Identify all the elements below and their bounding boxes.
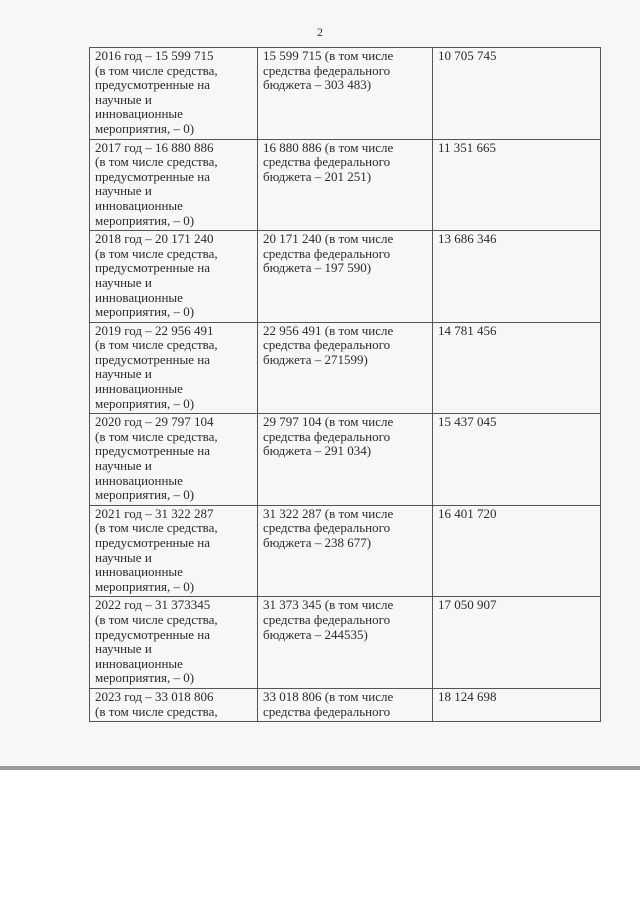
table-row (90, 414, 601, 506)
table-row (90, 139, 601, 231)
federal-cell: 20 171 240 (в том числе средства федерального бюджета – 197 590) (258, 231, 433, 323)
other-cell: 16 401 720 (433, 505, 601, 597)
federal-cell: 29 797 104 (в том числе средства федерального бюджета – 291 034) (258, 414, 433, 506)
other-cell: 17 050 907 (433, 597, 601, 689)
federal-cell: 31 322 287 (в том числе средства федерального бюджета – 238 677) (258, 505, 433, 597)
other-cell: 10 705 745 (433, 48, 601, 140)
table-row (90, 231, 601, 323)
year-total-cell: 2021 год – 31 322 287 (в том числе средства, предусмотренные на научные и инновационные мероприятия, – 0) (90, 505, 258, 597)
table-row (90, 688, 601, 721)
federal-cell: 16 880 886 (в том числе средства федерального бюджета – 201 251) (258, 139, 433, 231)
year-total-cell: 2018 год – 20 171 240 (в том числе средства, предусмотренные на научные и инновационные мероприятия, – 0) (90, 231, 258, 323)
other-cell: 14 781 456 (433, 322, 601, 414)
table-row (90, 48, 601, 140)
year-total-cell: 2023 год – 33 018 806 (в том числе средства, (90, 688, 258, 721)
year-total-cell: 2016 год – 15 599 715 (в том числе средства, предусмотренные на научные и инновационные мероприятия, – 0) (90, 48, 258, 140)
other-cell: 13 686 346 (433, 231, 601, 323)
year-total-cell: 2017 год – 16 880 886 (в том числе средства, предусмотренные на научные и инновационные мероприятия, – 0) (90, 139, 258, 231)
other-cell: 15 437 045 (433, 414, 601, 506)
year-total-cell: 2019 год – 22 956 491 (в том числе средства, предусмотренные на научные и инновационные мероприятия, – 0) (90, 322, 258, 414)
federal-cell: 33 018 806 (в том числе средства федерального (258, 688, 433, 721)
page-number: 2 (317, 25, 323, 39)
table-row (90, 597, 601, 689)
year-total-cell: 2022 год – 31 373345 (в том числе средства, предусмотренные на научные и инновационные мероприятия, – 0) (90, 597, 258, 689)
funding-table (89, 47, 601, 722)
year-total-cell: 2020 год – 29 797 104 (в том числе средства, предусмотренные на научные и инновационные мероприятия, – 0) (90, 414, 258, 506)
table-row (90, 505, 601, 597)
federal-cell: 15 599 715 (в том числе средства федерального бюджета – 303 483) (258, 48, 433, 140)
federal-cell: 31 373 345 (в том числе средства федерального бюджета – 244535) (258, 597, 433, 689)
other-cell: 18 124 698 (433, 688, 601, 721)
other-cell: 11 351 665 (433, 139, 601, 231)
table-row (90, 322, 601, 414)
federal-cell: 22 956 491 (в том числе средства федерального бюджета – 271599) (258, 322, 433, 414)
